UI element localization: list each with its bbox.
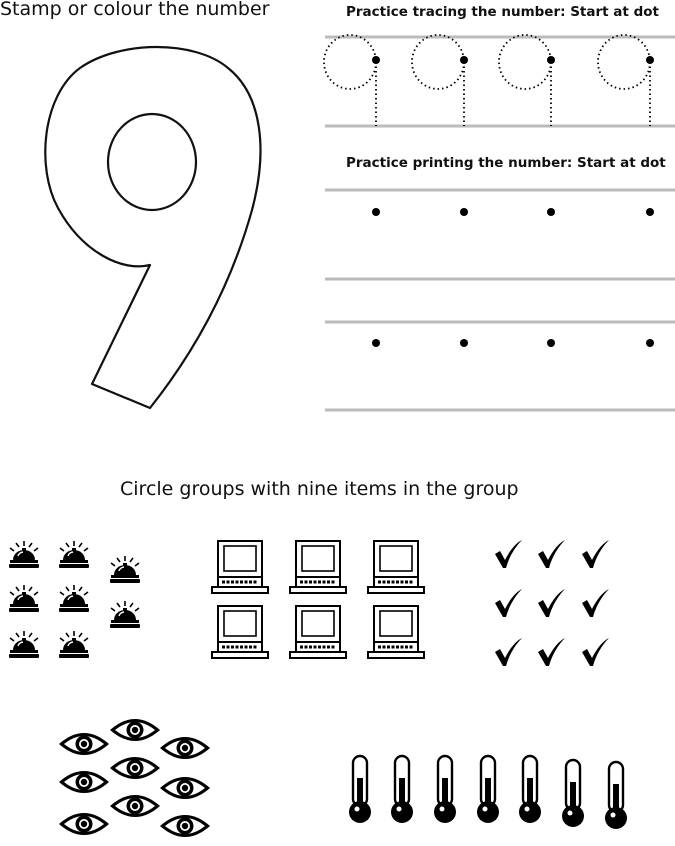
bell-icon [59,631,89,658]
checkmark-icon [582,540,609,568]
eye-icon [160,777,210,799]
computer-icon [290,541,346,593]
computer-icon [290,606,346,658]
start-dot [646,56,654,64]
thermometer-icon [562,760,584,827]
eye-icon [59,813,109,835]
start-dot [460,56,468,64]
eye-icon [110,757,160,779]
start-dot [646,208,654,216]
trace-nine-1 [324,35,380,126]
eye-group[interactable] [59,719,210,837]
tracing-area [324,35,675,126]
thermometer-icon [477,756,499,823]
bell-icon [110,601,140,628]
thermometer-icon [605,762,627,829]
bell-icon [9,541,39,568]
thermometer-icon [391,756,413,823]
thermometer-icon [434,756,456,823]
start-dot [646,339,654,347]
checkmark-icon [582,638,609,666]
eye-icon [59,733,109,755]
start-dot [460,208,468,216]
start-dot [547,339,555,347]
computer-icon [368,606,424,658]
computer-group[interactable] [212,541,424,658]
bell-icon [110,556,140,583]
checkmark-icon [495,589,522,617]
eye-icon [110,795,160,817]
start-dot [460,339,468,347]
computer-icon [368,541,424,593]
start-dot [547,208,555,216]
trace-nine-2 [412,35,468,126]
bell-icon [59,585,89,612]
start-dot [372,56,380,64]
checkmark-icon [538,638,565,666]
eye-icon [110,719,160,741]
tracing-heading: Practice tracing the number: Start at dot [346,4,659,20]
trace-nine-3 [499,35,555,126]
eye-icon [59,771,109,793]
trace-nine-4 [598,35,654,126]
bell-icon [59,541,89,568]
computer-icon [212,541,268,593]
checkmark-icon [495,638,522,666]
eye-icon [160,815,210,837]
checkmark-icon [582,589,609,617]
eye-icon [160,737,210,759]
checkmark-icon [538,589,565,617]
checkmark-icon [495,540,522,568]
start-dot [547,56,555,64]
thermometer-group[interactable] [349,756,627,829]
bell-icon [9,631,39,658]
printing-area [325,190,675,410]
stamp-heading: Stamp or colour the number [0,0,270,20]
thermometer-icon [519,756,541,823]
bell-group[interactable] [9,541,140,658]
bell-icon [9,585,39,612]
printing-heading: Practice printing the number: Start at dot [346,155,666,171]
computer-icon [212,606,268,658]
start-dot [372,339,380,347]
checkmark-icon [538,540,565,568]
start-dot [372,208,380,216]
outline-number-nine [45,47,260,408]
thermometer-icon [349,756,371,823]
circle-groups-heading: Circle groups with nine items in the group [120,478,519,500]
checkmark-group[interactable] [495,540,609,666]
